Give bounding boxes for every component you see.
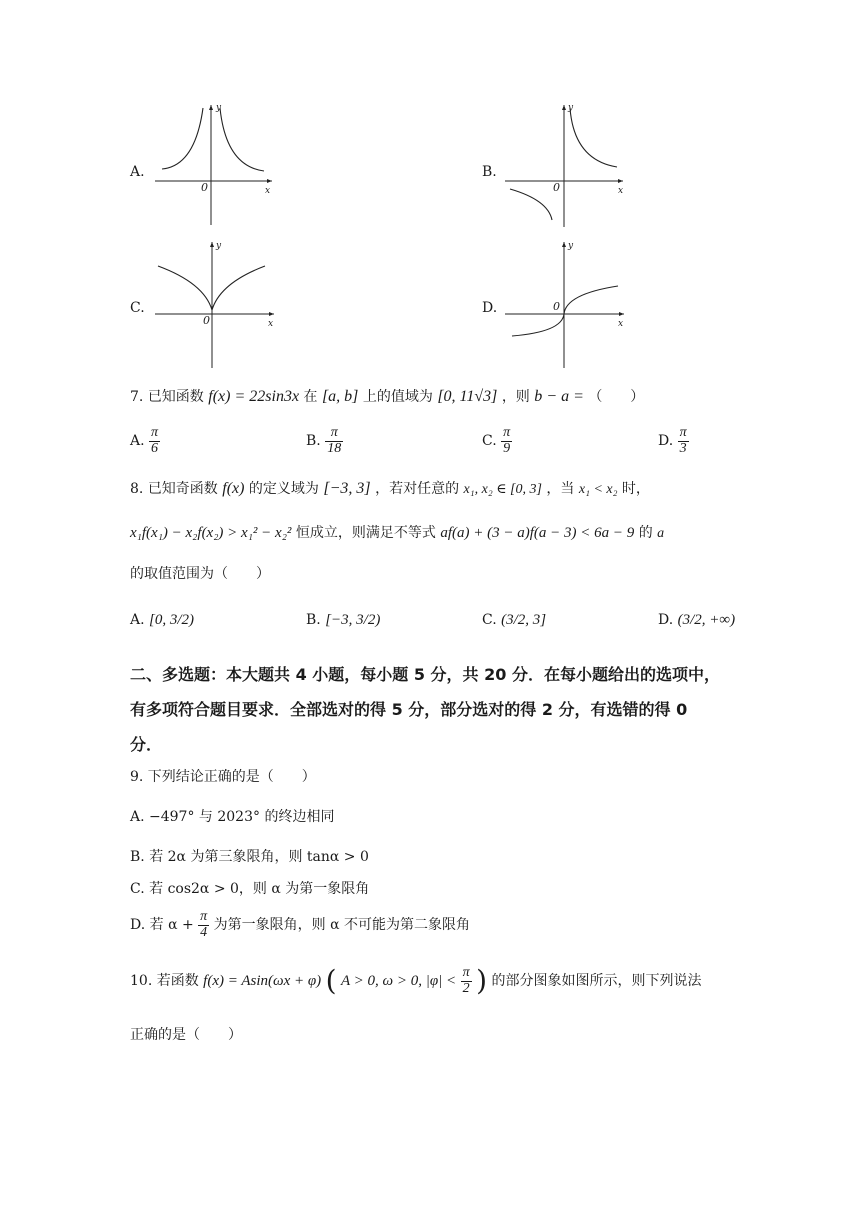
svg-text:y: y [568, 241, 574, 251]
svg-text:0: 0 [553, 181, 560, 194]
question-9-option-a[interactable]: A. −497° 与 2023° 的终边相同 [130, 809, 335, 825]
question-7-option-a[interactable]: A. $\frac{\pi}{6}$ [130, 425, 159, 456]
origin-label: 0 [201, 181, 208, 194]
question-8-line-1: 8. 已知奇函数 f(x) 的定义域为 [−3, 3] ，若对任意的 x₁, x₂ ∈ [0, 3] ，当 x₁ < x₂ 时， [130, 480, 650, 497]
question-7-option-d[interactable]: D. $\frac{\pi}{3}$ [658, 425, 687, 456]
graph-d [500, 238, 630, 372]
graph-c [150, 238, 280, 372]
question-8-option-d[interactable]: D. (3/2, +∞) [658, 612, 736, 628]
option-label: B. [482, 164, 497, 180]
question-10-line-1: 10. 若函数 f(x) = Asin(ωx + φ) ( A > 0, ω > 0, |φ| < $\frac{\pi}{2}$ ) 的部分图象如图所示，则下列说法 [130, 964, 702, 998]
question-10-line-2: 正确的是（ ） [130, 1027, 242, 1043]
option-label: A. [130, 164, 145, 180]
question-7-option-c[interactable]: C. $\frac{\pi}{9}$ [482, 425, 511, 456]
option-label: C. [130, 300, 145, 316]
question-8-option-c[interactable]: C. (3/2, 3] [482, 612, 547, 628]
question-7-stem: 7. 已知函数 f(x) = 22sin3x 在 [a, b] 上的值域为 [0, 11√3] ，则 b − a = （ ） [130, 388, 645, 405]
option-label: D. [482, 300, 498, 316]
question-9-option-b[interactable]: B. 若 2α 为第三象限角，则 tanα > 0 [130, 849, 369, 865]
question-8-option-b[interactable]: B. [−3, 3/2) [306, 612, 381, 628]
y-axis-label: y [216, 103, 222, 113]
section-heading-line-2: 有多项符合题目要求．全部选对的得 5 分，部分选对的得 2 分，有选错的得 0 [130, 700, 688, 719]
question-8-line-3: 的取值范围为（ ） [130, 566, 270, 582]
function-expr: f(x) = 22sin3x [208, 388, 300, 405]
question-9-option-d[interactable]: D. 若 α + $\frac{\pi}{4}$ 为第一象限角，则 α 不可能为第二象限角 [130, 909, 470, 940]
question-8-option-a[interactable]: A. [0, 3/2) [130, 612, 195, 628]
graph-a [150, 100, 280, 230]
section-heading-line-1: 二、多选题：本大题共 4 小题，每小题 5 分，共 20 分．在每小题给出的选项中， [130, 665, 720, 684]
svg-text:x: x [618, 186, 624, 196]
svg-text:0: 0 [203, 314, 210, 327]
svg-text:x: x [268, 319, 274, 329]
x-axis-label: x [265, 186, 271, 196]
graph-b [500, 100, 630, 230]
section-heading-line-3: 分． [130, 735, 163, 754]
svg-text:x: x [618, 319, 624, 329]
question-9-stem: 9. 下列结论正确的是（ ） [130, 769, 316, 785]
svg-text:0: 0 [553, 300, 560, 313]
question-8-line-2: x₁f(x₁) − x₂f(x₂) > x₁² − x₂² 恒成立，则满足不等式 af(a) + (3 − a)f(a − 3) < 6a − 9 的 a [130, 525, 665, 541]
question-number: 7. [130, 389, 144, 405]
question-9-option-c[interactable]: C. 若 cos2α > 0，则 α 为第一象限角 [130, 881, 370, 897]
svg-text:y: y [568, 103, 574, 113]
question-7-option-b[interactable]: B. $\frac{\pi}{18}$ [306, 425, 342, 456]
svg-text:y: y [216, 241, 222, 251]
